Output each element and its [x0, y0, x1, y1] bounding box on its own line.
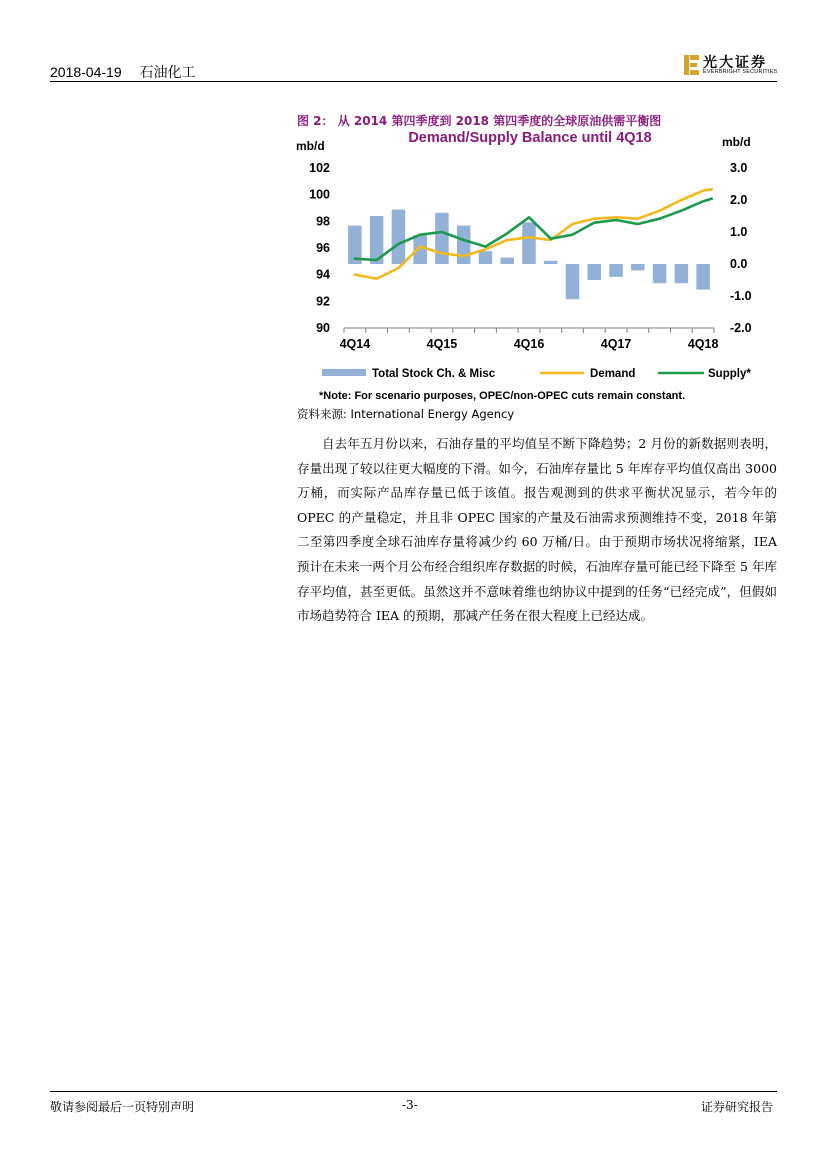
right-tick-label: -2.0 [730, 321, 752, 335]
right-tick-label: 0.0 [730, 257, 748, 271]
stock-change-bar [631, 264, 644, 270]
report-sector: 石油化工 [139, 64, 196, 80]
left-tick-label: 90 [316, 321, 330, 335]
left-tick-label: 100 [309, 187, 330, 202]
stock-change-bar [392, 210, 405, 264]
header-divider [50, 81, 777, 82]
x-tick-label: 4Q18 [687, 337, 719, 351]
report-date: 2018-04-19 [50, 64, 122, 80]
legend-label-demand: Demand [590, 368, 636, 380]
footer-divider [50, 1091, 777, 1092]
right-tick-label: 2.0 [730, 193, 748, 207]
chart-title: Demand/Supply Balance until 4Q18 [408, 130, 652, 146]
right-tick-label: 3.0 [730, 161, 748, 175]
stock-change-bar [522, 222, 535, 264]
footer-report-type: 证券研究报告 [701, 1100, 774, 1114]
legend-label-stock: Total Stock Ch. & Misc [372, 368, 496, 380]
stock-change-bar [479, 251, 492, 264]
left-tick-label: 94 [316, 267, 330, 282]
logo-mark-icon [683, 53, 701, 77]
chart-note: *Note: For scenario purposes, OPEC/non-OPEC cuts remain constant. [319, 390, 686, 402]
header-meta [50, 62, 210, 82]
chart-axes [344, 328, 714, 333]
left-axis-unit: mb/d [296, 139, 325, 153]
legend-bar-swatch [322, 369, 366, 376]
stock-change-bar [696, 264, 709, 290]
left-tick-label: 92 [316, 294, 330, 309]
x-tick-label: 4Q17 [600, 337, 632, 351]
stock-change-bar [500, 258, 513, 264]
logo-text: 光大证券 [703, 55, 767, 71]
left-tick-label: 98 [316, 214, 330, 229]
figure-caption: 图 2： 从 2014 第四季度到 2018 第四季度的全球原油供需平衡图 [297, 114, 662, 128]
footer-disclaimer: 敬请参阅最后一页特别声明 [50, 1100, 195, 1114]
legend-label-supply: Supply* [708, 368, 751, 380]
body-paragraph: 自去年五月份以来，石油存量的平均值呈不断下降趋势；2 月份的新数据则表明，存量出现了较以往更大幅度的下滑。如今，石油库存量比 5 年库存平均值仅高出 3000 万桶，而实际产品库存量已低于该值。报告观测到的供求平衡状况显示，若今年的 OPEC 的产量稳定，并且非 OPEC 国家的产量及石油需求预测维持不变，2018 年第二至第四季度全球石油库存量将减少约 60 万桶/日。由于预期市场状况将缩紧，IEA 预计在未来一两个月公布经合组织库存数据的时候，石油库存量可能已经下降至 5 年库存平均值，甚至更低。虽然这并不意味着维也纳协议中提到的任务“已经完成”，但假如市场趋势符合 IEA 的预期，那减产任务在很大程度上已经达成。 [297, 436, 777, 624]
stock-change-bar [653, 264, 666, 283]
stock-change-bar [435, 213, 448, 264]
supply-demand-chart [294, 128, 776, 404]
stock-change-bar [675, 264, 688, 283]
bar-series [348, 210, 710, 300]
x-tick-label: 4Q15 [426, 337, 458, 351]
stock-change-bar [566, 264, 579, 299]
chart-svg [294, 128, 776, 404]
right-axis-unit: mb/d [722, 135, 751, 149]
right-tick-label: -1.0 [730, 289, 752, 303]
stock-change-bar [457, 226, 470, 264]
stock-change-bar [609, 264, 622, 277]
everbright-logo [683, 52, 778, 78]
chart-legend [322, 368, 751, 380]
stock-change-bar [588, 264, 601, 280]
logo-subtext: EVERBRIGHT SECURITIES [703, 69, 778, 75]
left-tick-label: 96 [316, 241, 330, 255]
x-tick-label: 4Q14 [339, 337, 371, 351]
left-tick-label: 102 [309, 161, 330, 175]
page-number: -3- [402, 1098, 418, 1112]
stock-change-bar [544, 261, 557, 264]
x-tick-label: 4Q16 [513, 337, 545, 351]
figure-source: 资料来源: International Energy Agency [297, 407, 515, 421]
body-text [297, 432, 777, 629]
right-tick-label: 1.0 [730, 225, 748, 239]
